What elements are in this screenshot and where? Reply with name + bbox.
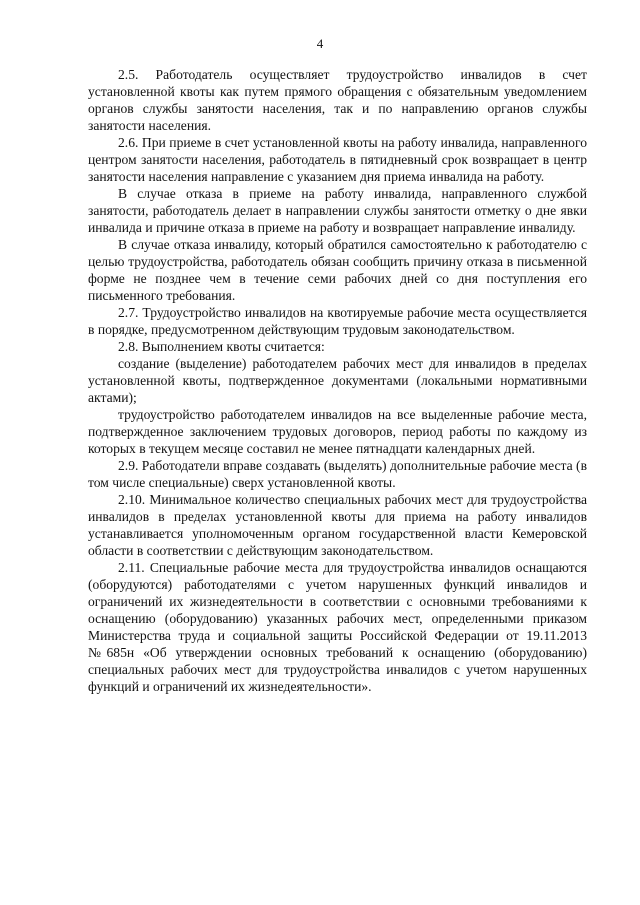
paragraph-2-8: 2.8. Выполнением квоты считается: [118, 339, 325, 354]
paragraph-2-6: 2.6. При приеме в счет установленной квоты на работу инвалида, направленного центром занятости населения, работодатель в пятидневный срок возвращает в центр занятости населения направление с указанием дня приема инвалида на работу. [88, 135, 587, 184]
paragraph-2-7: 2.7. Трудоустройство инвалидов на квотируемые рабочие места осуществляется в порядке, предусмотренном действующим трудовым законодательством. [88, 305, 587, 337]
paragraph-2-11: 2.11. Специальные рабочие места для трудоустройства инвалидов оснащаются (оборудуются) работодателями с учетом нарушенных функций инвалидов и ограничений их жизнедеятельности в соответствии с основными требованиями к оснащению (оборудованию) указанных рабочих мест, определенными приказом Министерства труда и социальной защиты Российской Федерации от 19.11.2013 №685н «Об утверждении основных требований к оснащению (оборудованию) специальных рабочих мест для трудоустройства инвалидов с учетом нарушенных функций и ограничений их жизнедеятельности». [88, 560, 587, 694]
paragraph-2-5: 2.5. Работодатель осуществляет трудоустройство инвалидов в счет установленной квоты как путем прямого обращения с обязательным уведомлением органов службы занятости населения, так и по направлению органов службы занятости населения. [88, 67, 587, 133]
paragraph-2-9: 2.9. Работодатели вправе создавать (выделять) дополнительные рабочие места (в том числе специальные) сверх установленной квоты. [88, 458, 587, 490]
page-number: 4 [316, 36, 324, 51]
paragraph-refusal-by-service: В случае отказа в приеме на работу инвалида, направленного службой занятости, работодатель делает в направлении службы занятости отметку о дне явки инвалида и причине отказа в приеме на работу и возвращает направление инвалиду. [88, 186, 587, 235]
paragraph-quota-creation: создание (выделение) работодателем рабочих мест для инвалидов в пределах установленной квоты, подтвержденное документами (локальными нормативными актами); [88, 356, 587, 405]
paragraph-quota-employment: трудоустройство работодателем инвалидов на все выделенные рабочие места, подтвержденное заключением трудовых договоров, период работы по каждому из которых в текущем месяце составил не менее пятнадцати календарных дней. [88, 407, 587, 456]
paragraph-2-10: 2.10. Минимальное количество специальных рабочих мест для трудоустройства инвалидов в пределах установленной квоты для приема на работу инвалидов устанавливается уполномоченным органом государственной власти Кемеровской области в соответствии с действующим законодательством. [88, 492, 587, 558]
paragraph-refusal-self-applied: В случае отказа инвалиду, который обратился самостоятельно к работодателю с целью трудоустройства, работодатель обязан сообщить причину отказа в письменной форме не позднее чем в течение семи рабочих дней со дня поступления его письменного требования. [88, 237, 587, 303]
document-body [88, 66, 587, 695]
